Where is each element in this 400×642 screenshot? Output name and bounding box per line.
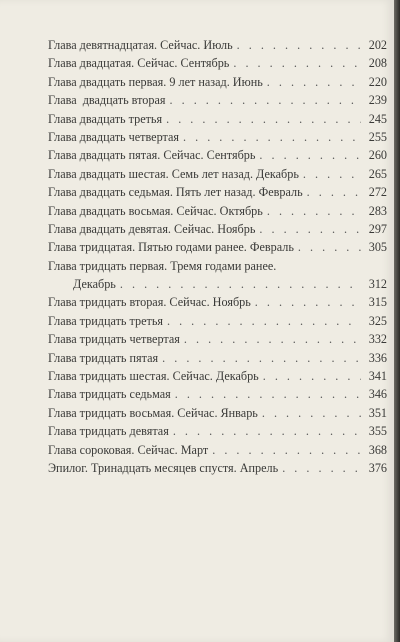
leader-dots bbox=[282, 459, 361, 477]
toc-entry bbox=[48, 238, 387, 256]
toc-entry-title: Глава двадцать шестая. Семь лет назад. Декабрь bbox=[48, 166, 299, 181]
toc-entry-title: Глава двадцать девятая. Сейчас. Ноябрь bbox=[48, 221, 256, 236]
toc-entry-page: 341 bbox=[368, 369, 387, 384]
toc-entry bbox=[48, 385, 387, 403]
toc-entry-title: Глава тридцать девятая bbox=[48, 424, 169, 439]
toc-entry-page: 351 bbox=[368, 405, 387, 420]
leader-dots bbox=[233, 54, 361, 72]
leader-dots bbox=[162, 349, 361, 367]
toc-entry-title: Глава двадцать вторая bbox=[48, 93, 166, 108]
toc-entry-page: 208 bbox=[368, 56, 387, 71]
leader-dots bbox=[183, 128, 361, 146]
toc-entry bbox=[48, 293, 387, 311]
toc-entry bbox=[48, 54, 387, 72]
toc-entry-page: 220 bbox=[368, 74, 387, 89]
toc-entry bbox=[48, 349, 387, 367]
toc-entry bbox=[48, 91, 387, 109]
leader-dots bbox=[237, 36, 361, 54]
toc-entry bbox=[48, 165, 387, 183]
toc-entry bbox=[48, 441, 387, 459]
toc-entry-title: Глава девятнадцатая. Сейчас. Июль bbox=[48, 38, 233, 52]
leader-dots bbox=[255, 293, 361, 311]
toc-entry-title: Глава двадцатая. Сейчас. Сентябрь bbox=[48, 56, 230, 71]
toc-entry-page: 315 bbox=[368, 295, 387, 310]
toc-entry bbox=[48, 146, 387, 164]
toc-entry-page: 283 bbox=[368, 203, 387, 218]
leader-dots bbox=[167, 312, 361, 330]
toc-entry-title: Эпилог. Тринадцать месяцев спустя. Апрель bbox=[48, 460, 279, 475]
toc-entry bbox=[48, 367, 387, 385]
toc-entry bbox=[48, 128, 387, 146]
leader-dots bbox=[173, 422, 361, 440]
leader-dots bbox=[259, 146, 361, 164]
toc-entry-page: 272 bbox=[368, 185, 387, 200]
leader-dots bbox=[212, 441, 361, 459]
toc-entry-title: Глава тридцать четвертая bbox=[48, 332, 180, 347]
leader-dots bbox=[175, 385, 361, 403]
toc-entry bbox=[48, 183, 387, 201]
toc-entry-page: 239 bbox=[368, 93, 387, 108]
leader-dots bbox=[267, 202, 361, 220]
toc-entry-page: 368 bbox=[368, 442, 387, 457]
table-of-contents bbox=[48, 36, 387, 477]
toc-entry bbox=[48, 459, 387, 477]
toc-entry bbox=[48, 422, 387, 440]
toc-entry-title: Глава двадцать четвертая bbox=[48, 129, 180, 144]
toc-entry-title-continued: Декабрь bbox=[73, 277, 116, 292]
leader-dots bbox=[262, 404, 361, 422]
toc-entry bbox=[48, 202, 387, 220]
toc-entry-title: Глава тридцать первая. Тремя годами ранее. bbox=[48, 258, 277, 273]
toc-entry-page: 376 bbox=[368, 460, 387, 475]
toc-entry-page: 297 bbox=[368, 221, 387, 236]
leader-dots bbox=[184, 330, 361, 348]
toc-entry-title: Глава двадцать пятая. Сейчас. Сентябрь bbox=[48, 148, 256, 163]
toc-entry bbox=[48, 73, 387, 91]
toc-entry-title: Глава двадцать седьмая. Пять лет назад. Февраль bbox=[48, 185, 303, 200]
toc-entry-title: Глава двадцать третья bbox=[48, 111, 163, 126]
toc-entry bbox=[48, 36, 387, 54]
toc-entry-title: Глава тридцать седьмая bbox=[48, 387, 171, 402]
leader-dots bbox=[170, 91, 362, 109]
toc-entry-page: 336 bbox=[368, 350, 387, 365]
leader-dots bbox=[263, 367, 361, 385]
leader-dots bbox=[166, 110, 361, 128]
leader-dots bbox=[267, 73, 361, 91]
toc-entry-title: Глава тридцать шестая. Сейчас. Декабрь bbox=[48, 369, 259, 384]
toc-entry-title: Глава тридцатая. Пятью годами ранее. Февраль bbox=[48, 240, 294, 255]
toc-entry-title: Глава сороковая. Сейчас. Март bbox=[48, 442, 209, 457]
toc-entry-page: 265 bbox=[368, 166, 387, 181]
toc-entry bbox=[48, 330, 387, 348]
page-edge-shadow bbox=[394, 0, 400, 642]
toc-entry-page: 260 bbox=[368, 148, 387, 163]
toc-entry-page: 312 bbox=[368, 277, 387, 292]
toc-entry-page: 346 bbox=[368, 387, 387, 402]
toc-entry-title: Глава двадцать восьмая. Сейчас. Октябрь bbox=[48, 203, 263, 218]
toc-entry-continuation bbox=[48, 275, 387, 293]
toc-entry-title: Глава тридцать третья bbox=[48, 313, 163, 328]
toc-entry bbox=[48, 257, 387, 275]
toc-entry-title: Глава тридцать пятая bbox=[48, 350, 159, 365]
leader-dots bbox=[298, 238, 361, 256]
toc-entry-page: 202 bbox=[368, 38, 387, 52]
toc-entry-page: 325 bbox=[368, 313, 387, 328]
leader-dots bbox=[303, 165, 361, 183]
leader-dots bbox=[307, 183, 361, 201]
leader-dots bbox=[120, 275, 361, 293]
toc-entry-title: Глава тридцать вторая. Сейчас. Ноябрь bbox=[48, 295, 251, 310]
toc-entry-page: 255 bbox=[368, 129, 387, 144]
toc-entry-title: Глава тридцать восьмая. Сейчас. Январь bbox=[48, 405, 258, 420]
toc-entry bbox=[48, 110, 387, 128]
leader-dots bbox=[259, 220, 361, 238]
toc-entry-page: 305 bbox=[368, 240, 387, 255]
toc-entry-page: 355 bbox=[368, 424, 387, 439]
toc-entry bbox=[48, 404, 387, 422]
toc-entry bbox=[48, 312, 387, 330]
toc-entry-page: 332 bbox=[368, 332, 387, 347]
toc-entry-page: 245 bbox=[368, 111, 387, 126]
toc-entry-title: Глава двадцать первая. 9 лет назад. Июнь bbox=[48, 74, 263, 89]
toc-entry bbox=[48, 220, 387, 238]
